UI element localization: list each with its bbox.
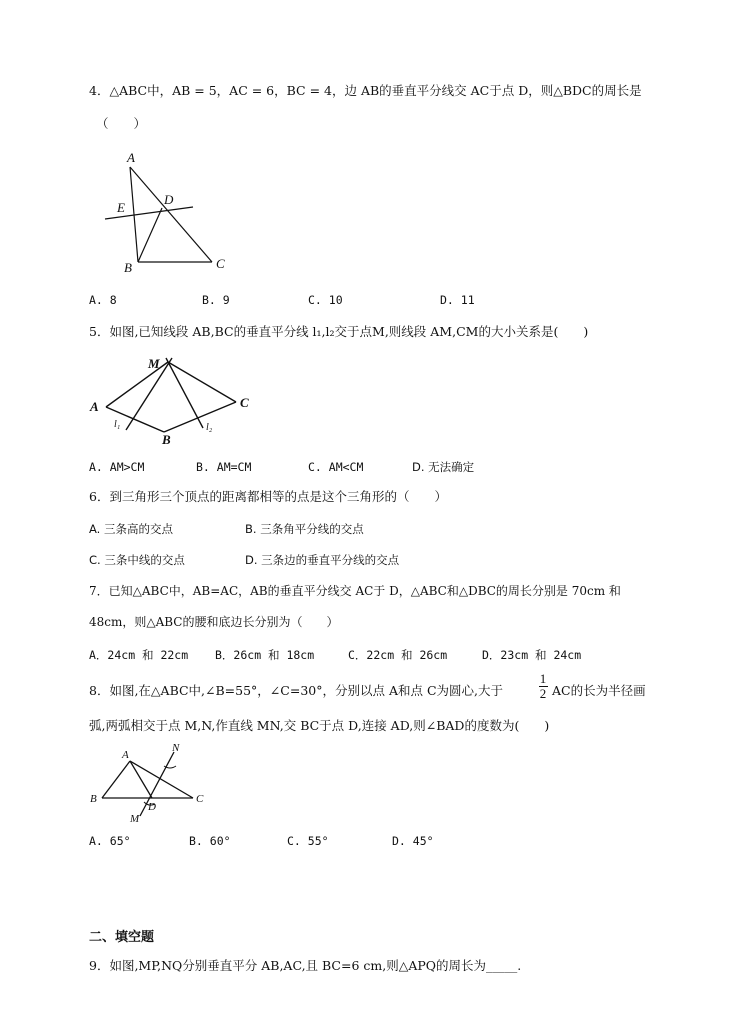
q6-option-d[interactable]: D. 三条边的垂直平分线的交点 [245,553,400,567]
q8-figure [88,740,213,826]
q7-option-c[interactable]: C．22cm 和 26cm [348,648,448,662]
q8-option-d[interactable]: D. 45° [392,834,434,848]
q8-option-b[interactable]: B. 60° [189,834,231,848]
q4-figure [100,148,240,276]
q5-option-d[interactable]: D. 无法确定 [412,460,475,474]
q5-label-l2: l₂ [206,422,213,433]
section-title-fill-in: 二、填空题 [89,930,155,945]
q6-option-b[interactable]: B. 三条角平分线的交点 [245,522,364,536]
q4-label-c: C [216,256,225,271]
q5-option-a[interactable]: A. AM>CM [89,460,145,474]
q8-text-line1a: 8．如图,在△ABC中,∠B=55°，∠C=30°，分别以点 A和点 C为圆心,大于 [89,683,503,698]
q8-label-a: A [122,749,129,761]
q5-label-c: C [240,395,249,410]
q4-segment-bd [138,208,162,262]
q4-label-a: A [127,150,135,165]
q5-option-c[interactable]: C. AM<CM [308,460,364,474]
q6-option-c[interactable]: C. 三条中线的交点 [89,553,185,567]
q4-text-line2: （ ） [96,116,147,131]
q5-line-l2 [166,358,203,428]
q8-label-m: M [130,813,140,825]
q5-option-b[interactable]: B. AM=CM [196,460,252,474]
q5-label-b: B [162,432,171,447]
q5-segment-bc [164,402,236,432]
q5-label-l1: l₁ [114,419,121,430]
q8-text-line2: 弧,两弧相交于点 M,N,作直线 MN,交 BC于点 D,连接 AD,则∠BAD的度数为( ) [89,718,550,733]
q8-label-d: D [148,801,156,813]
q8-label-n: N [172,742,180,754]
q8-fraction-numerator: 1 [539,671,547,686]
q7-option-d[interactable]: D．23cm 和 24cm [482,648,582,662]
q7-text-line1: 7．已知△ABC中，AB=AC，AB的垂直平分线交 AC于 D，△ABC和△DBC的周长分别是 70cm 和 [89,584,621,598]
q9-text-line1: 9．如图,MP,NQ分别垂直平分 AB,AC,且 BC=6 cm,则△APQ的周长为_____. [89,958,522,973]
q7-text-line2: 48cm，则△ABC的腰和底边长分别为（ ） [89,615,339,629]
q7-option-b[interactable]: B．26cm 和 18cm [215,648,315,662]
q5-label-a: A [90,399,99,414]
q8-text-line1b: AC的长为半径画 [552,683,646,698]
q4-option-a[interactable]: A. 8 [89,293,117,307]
q8-label-b: B [90,793,97,805]
q8-segment-ab [102,761,130,798]
q8-option-a[interactable]: A. 65° [89,834,131,848]
q4-label-b: B [124,260,132,275]
q7-option-a[interactable]: A．24cm 和 22cm [89,648,189,662]
q8-fraction-half [536,672,550,701]
q4-option-d[interactable]: D. 11 [440,293,475,307]
q5-figure [86,352,256,447]
q8-segment-ac [130,761,193,798]
q6-text-line1: 6．到三角形三个顶点的距离都相等的点是这个三角形的（ ） [89,489,447,504]
q8-fraction-denominator: 2 [539,686,547,701]
q5-text-line1: 5．如图,已知线段 AB,BC的垂直平分线 l₁,l₂交于点M,则线段 AM,CM的大小关系是( ) [89,324,589,339]
q4-option-b[interactable]: B. 9 [202,293,230,307]
q4-label-d: D [164,192,174,207]
q4-text-line1: 4．△ABC中，AB = 5，AC = 6，BC = 4，边 AB的垂直平分线交 AC于点 D，则△BDC的周长是 [89,83,642,98]
q6-option-a[interactable]: A. 三条高的交点 [89,522,173,536]
q4-label-e: E [117,200,125,215]
q5-label-m: M [148,356,160,371]
q4-option-c[interactable]: C. 10 [308,293,343,307]
q8-label-c: C [196,793,204,805]
q8-option-c[interactable]: C. 55° [287,834,329,848]
q8-segment-ad [130,761,152,798]
